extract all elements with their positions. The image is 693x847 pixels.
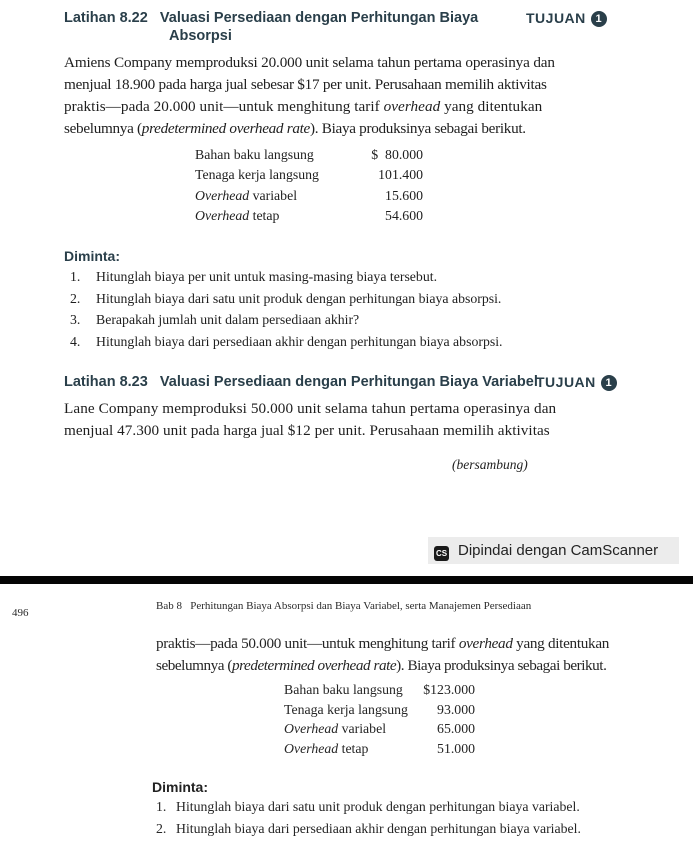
- cost-table-8-23: [284, 680, 475, 758]
- cost-row: [195, 186, 423, 206]
- running-head: Bab 8 Perhitungan Biaya Absorpsi dan Biaya Variabel, serta Manajemen Persediaan: [156, 600, 532, 612]
- paragraph-text: yang ditentukan: [440, 98, 543, 115]
- page-divider: [0, 576, 693, 584]
- diminta-heading-8-22: Diminta:: [64, 248, 120, 264]
- paragraph-line: [64, 96, 543, 118]
- diminta-heading-8-23: Diminta:: [152, 779, 208, 795]
- cost-row: [284, 680, 475, 700]
- question-text: Hitunglah biaya dari persediaan akhir dengan perhitungan biaya variabel.: [176, 821, 581, 836]
- question-text: Hitunglah biaya dari satu unit produk dengan perhitungan biaya absorpsi.: [96, 290, 502, 306]
- italic-term: predetermined overhead rate: [232, 657, 397, 674]
- exercise-8-22-title-line2: Absorpsi: [169, 28, 232, 44]
- paragraph-line: [64, 118, 530, 140]
- cost-label: Bahan baku langsung: [195, 147, 314, 162]
- cost-row: [195, 145, 423, 165]
- cost-label: [195, 186, 297, 206]
- italic-term: Overhead: [195, 187, 250, 203]
- cost-label: Bahan baku langsung: [284, 682, 403, 697]
- paragraph-text: praktis—pada 50.000 unit—untuk menghitung tarif: [156, 635, 459, 652]
- paragraph-text: sebelumnya (: [64, 120, 142, 137]
- question-number: 1.: [70, 269, 81, 284]
- question-list-8-23: [156, 796, 581, 840]
- italic-term: Overhead: [284, 740, 339, 756]
- list-item: [70, 288, 503, 310]
- exercise-8-23-title: Latihan 8.23 Valuasi Persediaan dengan Perhitungan Biaya Variabel: [64, 374, 538, 390]
- paragraph-line: Amiens Company memproduksi 20.000 unit selama tahun pertama operasinya dan: [64, 54, 555, 71]
- question-number: 4.: [70, 334, 81, 350]
- objective-tag-8-22: [526, 10, 607, 27]
- question-number: 2.: [70, 290, 81, 306]
- cost-value: 93.000: [437, 701, 475, 717]
- cost-label-rest: variabel: [249, 187, 298, 203]
- cost-table-8-22: [195, 145, 423, 226]
- cost-row: [284, 739, 475, 759]
- objective-number-badge: 1: [591, 11, 607, 27]
- paragraph-line: [156, 655, 616, 677]
- cost-value: 54.600: [385, 207, 423, 223]
- camscanner-logo-icon: CS: [434, 546, 449, 561]
- paragraph-text: yang ditentukan: [512, 635, 610, 652]
- question-number: 2.: [156, 821, 167, 836]
- page-number: 496: [12, 607, 29, 619]
- cost-value: 51.000: [437, 740, 475, 756]
- question-list-8-22: [70, 266, 503, 353]
- paragraph-line: menjual 18.900 pada harga jual sebesar $17 per unit. Perusahaan memilih aktivitas: [64, 76, 547, 93]
- camscanner-text: Dipindai dengan CamScanner: [458, 542, 659, 559]
- exercise-8-23-paragraph: [64, 398, 557, 442]
- list-item: [156, 818, 581, 840]
- exercise-8-22-title-line1: Latihan 8.22 Valuasi Persediaan dengan Perhitungan Biaya: [64, 10, 479, 26]
- italic-term: Overhead: [195, 207, 250, 223]
- italic-term: Overhead: [284, 721, 339, 736]
- question-text: Hitunglah biaya dari satu unit produk dengan perhitungan biaya variabel.: [176, 799, 580, 814]
- question-number: 3.: [70, 312, 81, 328]
- cost-label-rest: tetap: [338, 740, 369, 756]
- cost-row: [195, 165, 423, 185]
- question-number: 1.: [156, 799, 167, 814]
- objective-label: TUJUAN: [526, 10, 586, 26]
- list-item: [70, 266, 503, 288]
- list-item: [70, 331, 503, 353]
- question-text: Berapakah jumlah unit dalam persediaan akhir?: [96, 312, 360, 328]
- cost-value: 101.400: [378, 167, 423, 183]
- cost-label: Tenaga kerja langsung: [284, 701, 408, 717]
- cost-row: [195, 206, 423, 226]
- cost-label-rest: tetap: [249, 207, 280, 223]
- italic-term: overhead: [383, 98, 441, 115]
- camscanner-watermark: [428, 537, 679, 564]
- paragraph-line: [156, 633, 616, 655]
- list-item: [156, 796, 581, 818]
- paragraph-line: menjual 47.300 unit pada harga jual $12 per unit. Perusahaan memilih aktivitas: [64, 422, 550, 439]
- continued-note: (bersambung): [452, 457, 528, 472]
- objective-tag-8-23: [536, 374, 617, 391]
- cost-value: $ 80.000: [371, 147, 423, 162]
- cost-row: [284, 719, 475, 739]
- cost-label: [195, 206, 279, 226]
- paragraph-text: ). Biaya produksinya sebagai berikut.: [396, 657, 607, 674]
- exercise-8-22-paragraph: [64, 52, 555, 140]
- list-item: [70, 309, 503, 331]
- italic-term: predetermined overhead rate: [141, 120, 310, 137]
- paragraph-text: sebelumnya (: [156, 657, 232, 674]
- cost-row: [284, 700, 475, 720]
- cost-value: $123.000: [423, 682, 475, 697]
- cost-label: [284, 719, 386, 739]
- exercise-8-23-paragraph-cont: [156, 633, 616, 677]
- exercise-8-22-title: [64, 10, 478, 44]
- paragraph-text: ). Biaya produksinya sebagai berikut.: [310, 120, 526, 137]
- question-text: Hitunglah biaya dari persediaan akhir dengan perhitungan biaya absorpsi.: [96, 334, 503, 350]
- cost-label: Tenaga kerja langsung: [195, 167, 319, 183]
- objective-label: TUJUAN: [536, 374, 596, 390]
- question-text: Hitunglah biaya per unit untuk masing-masing biaya tersebut.: [96, 269, 438, 284]
- cost-label: [284, 739, 368, 759]
- italic-term: overhead: [458, 635, 513, 652]
- paragraph-text: praktis—pada 20.000 unit—untuk menghitung tarif: [64, 98, 384, 115]
- cost-value: 15.600: [385, 187, 423, 203]
- paragraph-line: Lane Company memproduksi 50.000 unit selama tahun pertama operasinya dan: [64, 400, 557, 417]
- cost-label-rest: variabel: [338, 721, 387, 736]
- cost-value: 65.000: [437, 721, 475, 736]
- objective-number-badge: 1: [601, 375, 617, 391]
